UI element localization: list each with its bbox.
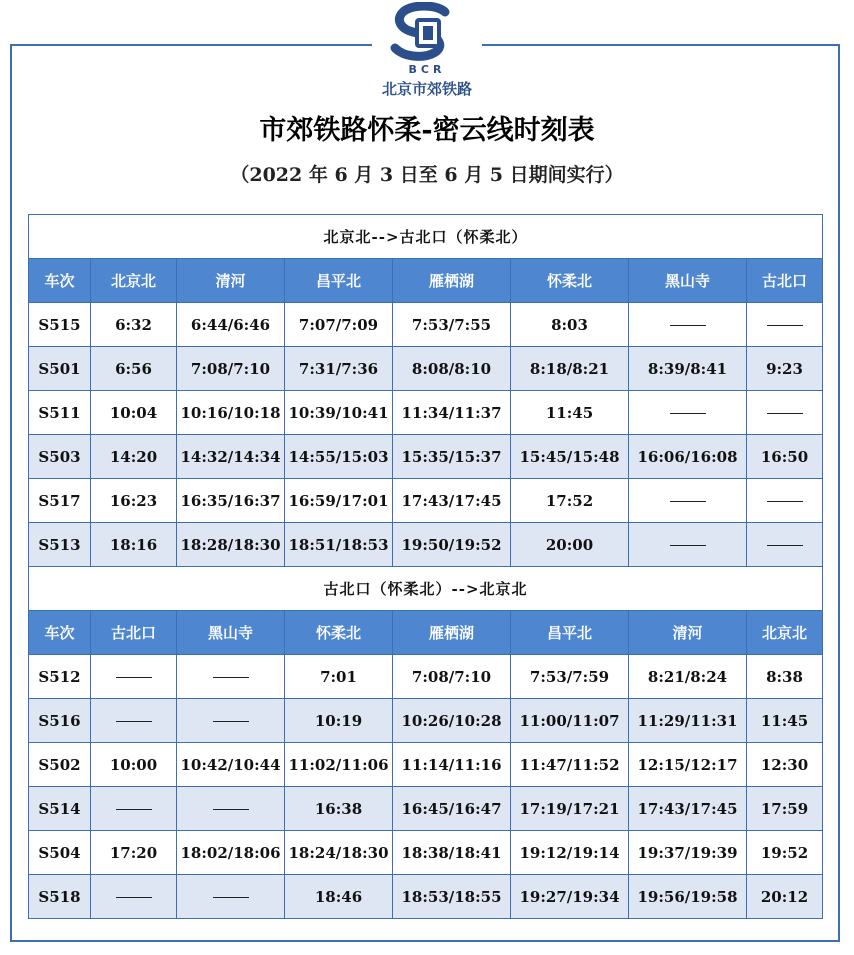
table-row: [29, 787, 823, 831]
no-stop-dash: [116, 721, 152, 722]
time-cell: 15:35/15:37: [393, 435, 511, 479]
no-stop-dash: [767, 413, 803, 414]
time-cell: [177, 655, 285, 699]
time-cell: 7:08/7:10: [177, 347, 285, 391]
train-number-cell: S513: [29, 523, 91, 567]
time-cell: 19:50/19:52: [393, 523, 511, 567]
table-row: [29, 831, 823, 875]
time-cell: 10:39/10:41: [285, 391, 393, 435]
time-cell: 11:14/11:16: [393, 743, 511, 787]
time-cell: 18:16: [91, 523, 177, 567]
no-stop-dash: [116, 809, 152, 810]
time-cell: [747, 523, 823, 567]
time-cell: 17:52: [511, 479, 629, 523]
time-cell: 19:37/19:39: [629, 831, 747, 875]
column-header: 昌平北: [511, 611, 629, 655]
time-cell: 12:30: [747, 743, 823, 787]
time-cell: 6:44/6:46: [177, 303, 285, 347]
no-stop-dash: [767, 325, 803, 326]
column-header: 怀柔北: [285, 611, 393, 655]
time-cell: 18:24/18:30: [285, 831, 393, 875]
time-cell: 15:45/15:48: [511, 435, 629, 479]
train-number-cell: S502: [29, 743, 91, 787]
time-cell: 7:01: [285, 655, 393, 699]
outbound-direction-row: [29, 215, 823, 259]
time-cell: [747, 391, 823, 435]
no-stop-dash: [670, 501, 706, 502]
outbound-header-row: [29, 259, 823, 303]
time-cell: [629, 391, 747, 435]
timetable: [28, 214, 823, 919]
column-header: 雁栖湖: [393, 259, 511, 303]
no-stop-dash: [767, 545, 803, 546]
table-row: [29, 699, 823, 743]
time-cell: [629, 303, 747, 347]
table-row: [29, 743, 823, 787]
time-cell: 7:07/7:09: [285, 303, 393, 347]
time-cell: [177, 699, 285, 743]
table-row: [29, 435, 823, 479]
time-cell: 11:45: [747, 699, 823, 743]
no-stop-dash: [670, 325, 706, 326]
time-cell: 16:59/17:01: [285, 479, 393, 523]
time-cell: 17:19/17:21: [511, 787, 629, 831]
time-cell: 8:08/8:10: [393, 347, 511, 391]
column-header: 车次: [29, 611, 91, 655]
time-cell: 16:50: [747, 435, 823, 479]
time-cell: 7:53/7:59: [511, 655, 629, 699]
table-row: [29, 875, 823, 919]
bcr-logo-icon: [387, 2, 467, 64]
column-header: 车次: [29, 259, 91, 303]
time-cell: 16:06/16:08: [629, 435, 747, 479]
logo-letters: BCR: [408, 63, 446, 76]
time-cell: 8:18/8:21: [511, 347, 629, 391]
column-header: 古北口: [747, 259, 823, 303]
no-stop-dash: [213, 721, 249, 722]
no-stop-dash: [213, 809, 249, 810]
table-row: [29, 347, 823, 391]
train-number-cell: S501: [29, 347, 91, 391]
train-number-cell: S517: [29, 479, 91, 523]
table-row: [29, 391, 823, 435]
time-cell: [629, 479, 747, 523]
no-stop-dash: [116, 897, 152, 898]
time-cell: 10:19: [285, 699, 393, 743]
time-cell: 10:26/10:28: [393, 699, 511, 743]
time-cell: 19:56/19:58: [629, 875, 747, 919]
time-cell: 11:02/11:06: [285, 743, 393, 787]
time-cell: 19:52: [747, 831, 823, 875]
time-cell: 7:31/7:36: [285, 347, 393, 391]
time-cell: 18:38/18:41: [393, 831, 511, 875]
direction-title: 北京北-->古北口（怀柔北）: [29, 215, 823, 259]
train-number-cell: S512: [29, 655, 91, 699]
column-header: 黑山寺: [629, 259, 747, 303]
train-number-cell: S516: [29, 699, 91, 743]
time-cell: 14:32/14:34: [177, 435, 285, 479]
no-stop-dash: [213, 677, 249, 678]
no-stop-dash: [670, 545, 706, 546]
time-cell: 10:00: [91, 743, 177, 787]
page-subtitle: （2022 年 6 月 3 日至 6 月 5 日期间实行）: [230, 164, 624, 186]
time-cell: 10:16/10:18: [177, 391, 285, 435]
time-cell: 16:38: [285, 787, 393, 831]
table-row: [29, 479, 823, 523]
time-cell: 11:45: [511, 391, 629, 435]
time-cell: 7:08/7:10: [393, 655, 511, 699]
time-cell: 18:53/18:55: [393, 875, 511, 919]
time-cell: 11:00/11:07: [511, 699, 629, 743]
time-cell: [629, 523, 747, 567]
column-header: 清河: [629, 611, 747, 655]
time-cell: 8:03: [511, 303, 629, 347]
inbound-header-row: [29, 611, 823, 655]
time-cell: 8:39/8:41: [629, 347, 747, 391]
no-stop-dash: [213, 897, 249, 898]
direction-title: 古北口（怀柔北）-->北京北: [29, 567, 823, 611]
no-stop-dash: [670, 413, 706, 414]
train-number-cell: S515: [29, 303, 91, 347]
table-row: [29, 523, 823, 567]
time-cell: 20:12: [747, 875, 823, 919]
time-cell: [91, 699, 177, 743]
time-cell: 11:29/11:31: [629, 699, 747, 743]
time-cell: 9:23: [747, 347, 823, 391]
train-number-cell: S518: [29, 875, 91, 919]
time-cell: 16:23: [91, 479, 177, 523]
time-cell: 17:43/17:45: [393, 479, 511, 523]
column-header: 雁栖湖: [393, 611, 511, 655]
time-cell: 16:45/16:47: [393, 787, 511, 831]
time-cell: 7:53/7:55: [393, 303, 511, 347]
time-cell: 17:43/17:45: [629, 787, 747, 831]
time-cell: 10:42/10:44: [177, 743, 285, 787]
time-cell: 18:02/18:06: [177, 831, 285, 875]
time-cell: [747, 303, 823, 347]
time-cell: [177, 875, 285, 919]
time-cell: 18:46: [285, 875, 393, 919]
time-cell: 14:20: [91, 435, 177, 479]
time-cell: 20:00: [511, 523, 629, 567]
time-cell: [177, 787, 285, 831]
column-header: 黑山寺: [177, 611, 285, 655]
time-cell: 11:47/11:52: [511, 743, 629, 787]
time-cell: 8:21/8:24: [629, 655, 747, 699]
column-header: 怀柔北: [511, 259, 629, 303]
column-header: 北京北: [747, 611, 823, 655]
time-cell: 18:28/18:30: [177, 523, 285, 567]
column-header: 北京北: [91, 259, 177, 303]
train-number-cell: S503: [29, 435, 91, 479]
time-cell: 19:12/19:14: [511, 831, 629, 875]
time-cell: [91, 655, 177, 699]
time-cell: 10:04: [91, 391, 177, 435]
time-cell: [91, 875, 177, 919]
time-cell: 11:34/11:37: [393, 391, 511, 435]
time-cell: 19:27/19:34: [511, 875, 629, 919]
train-number-cell: S504: [29, 831, 91, 875]
page-title: 市郊铁路怀柔-密云线时刻表: [259, 115, 595, 146]
column-header: 古北口: [91, 611, 177, 655]
train-number-cell: S514: [29, 787, 91, 831]
table-row: [29, 303, 823, 347]
time-cell: [91, 787, 177, 831]
time-cell: 6:32: [91, 303, 177, 347]
inbound-direction-row: [29, 567, 823, 611]
time-cell: 16:35/16:37: [177, 479, 285, 523]
logo-name: 北京市郊铁路: [381, 80, 472, 98]
time-cell: 8:38: [747, 655, 823, 699]
time-cell: 12:15/12:17: [629, 743, 747, 787]
no-stop-dash: [767, 501, 803, 502]
train-number-cell: S511: [29, 391, 91, 435]
column-header: 昌平北: [285, 259, 393, 303]
column-header: 清河: [177, 259, 285, 303]
table-row: [29, 655, 823, 699]
time-cell: [747, 479, 823, 523]
time-cell: 17:59: [747, 787, 823, 831]
time-cell: 14:55/15:03: [285, 435, 393, 479]
time-cell: 6:56: [91, 347, 177, 391]
time-cell: 18:51/18:53: [285, 523, 393, 567]
no-stop-dash: [116, 677, 152, 678]
time-cell: 17:20: [91, 831, 177, 875]
